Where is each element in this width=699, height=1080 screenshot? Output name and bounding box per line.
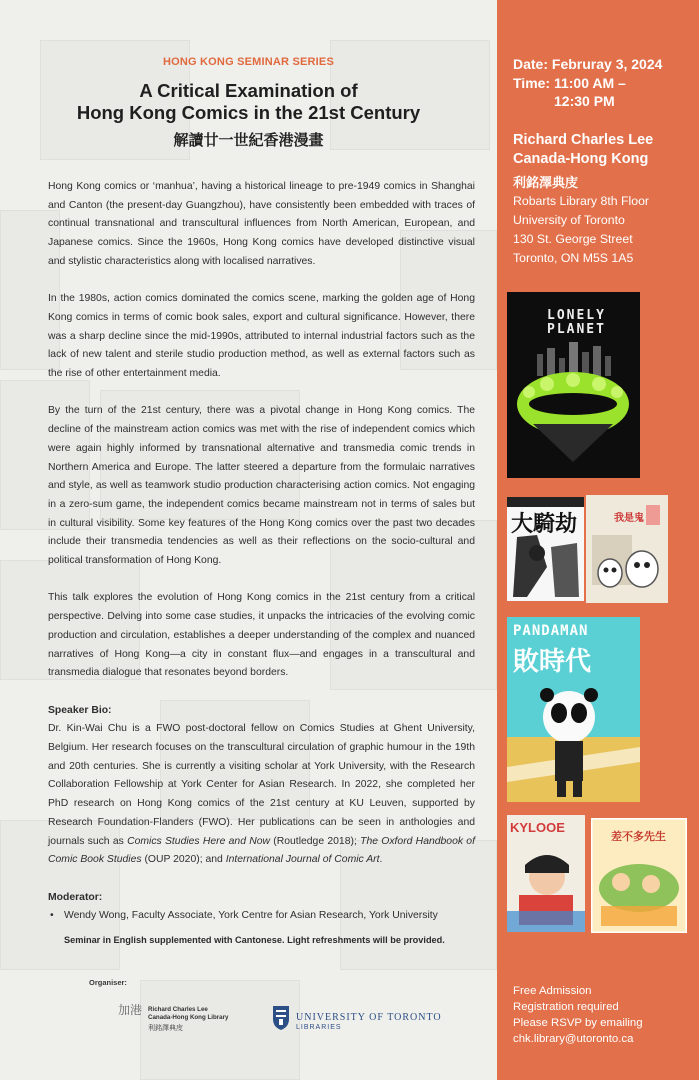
uoft-logo-line2: LIBRARIES: [296, 1024, 342, 1031]
venue-line1: Richard Charles Lee: [513, 132, 654, 148]
speaker-bio-heading: Speaker Bio:: [48, 704, 112, 716]
event-date: Date: Februray 3, 2024: [513, 56, 663, 72]
chk-logo-text: [148, 1006, 228, 1021]
chk-logo-line2: Canada-Hong Kong Library: [148, 1013, 229, 1021]
bio-text: (Routledge 2018);: [270, 835, 361, 847]
pandaman-subtitle: 敗時代: [513, 647, 592, 677]
speaker-bio: [48, 720, 475, 870]
event-title-chinese: 解讀廿一世紀香港漫畫: [173, 131, 324, 149]
uoft-logo-line1: UNIVERSITY OF TORONTO: [296, 1012, 442, 1023]
bio-pub-2: The Oxford Handbook of Comic Book Studies: [48, 835, 475, 866]
paragraph-1: Hong Kong comics or ‘manhua’, having a historical lineage to pre-1949 comics in Shanghai and Canton (the present-day Guangzhou), have consistently been embedded with traces of continual transnational and transcultural influences from North American, European, and Japanese comics. Since the 1960s, Hong Kong comics have developed distinctive visual and stylistic characteristics along with localised narratives.: [48, 181, 475, 267]
venue-address: [513, 192, 649, 268]
bio-text: .: [379, 854, 383, 866]
event-time-end: 12:30 PM: [554, 93, 615, 109]
paragraph-3: By the turn of the 21st century, there was a pivotal change in Hong Kong comics. The decline of the mainstream action comics was met with the rise of independent comics which were again highly informed by transnational alternative and transmedia comic trends in Northern America and Europe. The latter steered a departure from the formulaic narratives and style, as well as teamwork studio production characterising action comics. Not engaging in a zero-sum game, the independent comics became mainstream not in terms of sales but in cultural visibility. Some key features of the Hong Kong comics over the past two decades include their transmedia tendencies as well as their reflections on the socio-cultural and political transformation of Hong Kong.: [48, 405, 475, 567]
event-description: [48, 178, 475, 926]
moderator-heading: Moderator:: [48, 891, 103, 903]
chk-library-logo: [118, 1000, 238, 1040]
lonely-planet-title2: PLANET: [547, 322, 606, 337]
free-admission: Free Admission: [513, 985, 592, 997]
event-title: [0, 80, 497, 124]
event-title-line1: A Critical Examination of: [139, 80, 358, 101]
address-line4: Toronto, ON M5S 1A5: [513, 251, 634, 265]
venue-chinese: 利銘澤典庋: [513, 176, 579, 191]
bio-text: Dr. Kin-Wai Chu is a FWO post-doctoral fellow on Comics Studies at Ghent University, Belgium. Her research focuses on the transcultural circulation of graphic humour in the 19th and 20th centuries. She is currently a visiting scholar at York University, with the Research Collaboration Fellowship at York Center for Asian Research. In 2022, she completed her PhD research on Hong Kong comics of the 21st century at KU Leuven, supported by Research Foundation-Flanders (FWO). Her publications can be seen in anthologies and journals such as: [48, 723, 475, 847]
cover-lonely-planet: [507, 292, 640, 478]
organiser-label: Organiser:: [89, 978, 127, 987]
bio-text: (OUP 2020); and: [141, 854, 226, 866]
rsvp-email[interactable]: chk.library@utoronto.ca: [513, 1033, 634, 1045]
chk-logo-mark: 加港: [118, 1003, 143, 1017]
language-note: Seminar in English supplemented with Cantonese. Light refreshments will be provided.: [64, 935, 445, 945]
chk-logo-chinese: 利銘澤典庋: [148, 1024, 183, 1032]
address-line1: Robarts Library 8th Floor: [513, 194, 650, 208]
cover-da-qi-jie: [507, 497, 584, 601]
paragraph-2: In the 1980s, action comics dominated the comics scene, marking the golden age of Hong Kong comics in terms of comic book sales, export and cultural significance. However, there was a sharp decline since the mid-1990s, attributed to internal industrial factors such as the lack of new talent and sterile studio production method, as well as external factors such as the rise of other entertainment media.: [48, 293, 475, 380]
moderator-item: • Wendy Wong, Faculty Associate, York Centre for Asian Research, York University: [48, 907, 475, 926]
event-time: Time: 11:00 AM –: [513, 75, 626, 91]
ghost-cover-title: 我是鬼: [614, 513, 644, 524]
admission-info: [513, 983, 643, 1047]
da-qi-jie-title: 大騎劫: [511, 512, 578, 537]
address-line3: 130 St. George Street: [513, 232, 633, 246]
venue-name: [513, 131, 653, 169]
lonely-planet-title1: LONELY: [547, 308, 606, 323]
uoft-crest-icon: [272, 1005, 290, 1031]
registration-required: Registration required: [513, 1001, 619, 1013]
cover-ghost: [586, 495, 668, 603]
event-title-line2: Hong Kong Comics in the 21st Century: [76, 102, 421, 123]
pandaman-title: PANDAMAN: [513, 623, 589, 639]
village-cover-title: 差不多先生: [611, 830, 666, 843]
venue-line2: Canada-Hong Kong: [513, 151, 649, 167]
cover-kylooe: [507, 815, 585, 932]
series-label: HONG KONG SEMINAR SERIES: [162, 56, 335, 68]
rsvp-text: Please RSVP by emailing: [513, 1017, 643, 1029]
bio-pub-1: Comics Studies Here and Now: [127, 835, 271, 847]
bio-pub-3: International Journal of Comic Art: [225, 854, 380, 866]
kylooe-title: KYLOOE: [510, 820, 565, 835]
uoft-libraries-logo: [272, 1005, 442, 1037]
cover-village: [591, 818, 687, 933]
chk-logo-line1: Richard Charles Lee: [148, 1006, 208, 1013]
info-sidebar: [497, 0, 699, 1080]
address-line2: University of Toronto: [513, 213, 625, 227]
cover-pandaman: [507, 617, 640, 802]
paragraph-4: This talk explores the evolution of Hong Kong comics in the 21st century from a critical perspective. Delving into some case studies, it unpacks the intricacies of the evolving comic production and circulation, establishes a deeper understanding of the complex and nuanced narratives of Hong Kong—a city in constant flux—and engages in a transcultural and transmedia dialogue that resonates beyond borders.: [48, 592, 475, 679]
